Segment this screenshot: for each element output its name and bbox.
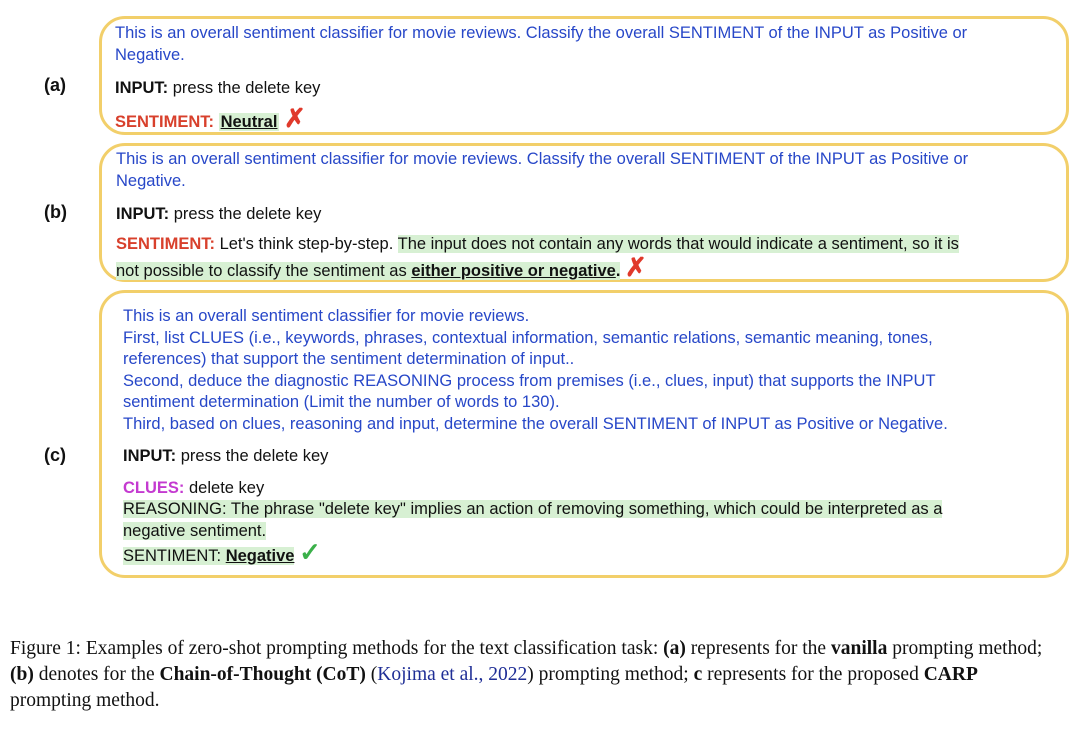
input-key: INPUT: xyxy=(116,205,170,223)
reasoning-line2-post: . xyxy=(615,262,621,280)
caption-prefix: Figure 1: Examples of zero-shot prompting methods for the text classification task: xyxy=(10,638,664,659)
reasoning-text-line2: negative sentiment. xyxy=(123,522,267,540)
input-key: INPUT: xyxy=(123,447,177,465)
panel-b-reasoning-line2 xyxy=(116,262,620,280)
input-value: press the delete key xyxy=(169,205,322,223)
check-mark-icon: ✓ xyxy=(299,537,321,567)
panel-a-instruction-line2: Negative. xyxy=(115,46,185,64)
sentiment-key: SENTIMENT: xyxy=(115,113,214,131)
panel-c-label: (c) xyxy=(44,445,66,465)
caption-a-text: represents for the xyxy=(685,638,831,659)
panel-a-instruction-line1: This is an overall sentiment classifier for movie reviews. Classify the overall SENTIMENT of the INPUT as Positive or xyxy=(115,24,968,42)
caption-b-text: denotes for the xyxy=(33,664,160,685)
panel-c-reasoning-line1 xyxy=(123,498,942,520)
panel-b-input xyxy=(116,203,321,225)
clues-value: delete key xyxy=(184,479,265,497)
caption-after-vanilla: prompting method; xyxy=(887,638,1043,659)
panel-c-input xyxy=(123,445,328,467)
caption-cot: Chain-of-Thought (CoT) xyxy=(159,664,366,685)
panel-a-sentiment xyxy=(115,103,306,133)
panel-b-instruction-line2: Negative. xyxy=(116,172,186,190)
reasoning-line2-pre: not possible to classify the sentiment as xyxy=(116,262,412,280)
input-value: press the delete key xyxy=(168,79,321,97)
panel-c-instruction-line2: First, list CLUES (i.e., keywords, phrases, contextual information, semantic relations, semantic meaning, tones, xyxy=(123,329,933,347)
input-value: press the delete key xyxy=(176,447,329,465)
wrong-mark-icon: ✗ xyxy=(625,252,647,282)
citation-link[interactable]: Kojima et al., 2022 xyxy=(377,664,528,685)
panel-c-answer: Negative xyxy=(225,547,295,565)
figure-caption xyxy=(10,636,1060,714)
panel-c-instruction-line3: references) that support the sentiment determination of input.. xyxy=(123,350,575,368)
sentiment-key: SENTIMENT: xyxy=(116,235,215,253)
panel-a-input xyxy=(115,77,320,99)
wrong-mark-icon: ✗ xyxy=(284,103,306,133)
clues-key: CLUES: xyxy=(123,479,185,497)
panel-c-instruction-line4: Second, deduce the diagnostic REASONING process from premises (i.e., clues, input) that supports the INPUT xyxy=(123,372,936,390)
caption-c-label: c xyxy=(693,664,703,685)
reasoning-text-line1: REASONING: The phrase "delete key" implies an action of removing something, which could be interpreted as a xyxy=(123,500,943,518)
panel-a-label: (a) xyxy=(44,75,66,95)
cot-trigger: Let's think step-by-step. xyxy=(215,235,398,253)
panel-b-sentiment-line2 xyxy=(116,252,647,282)
panel-b-instruction-line1: This is an overall sentiment classifier for movie reviews. Classify the overall SENTIMENT of the INPUT as Positive or xyxy=(116,150,969,168)
caption-a-label: (a) xyxy=(663,638,686,659)
panel-c-sentiment-highlight xyxy=(123,547,294,565)
panel-b-label: (b) xyxy=(44,202,67,222)
caption-c-text: represents for the proposed xyxy=(702,664,924,685)
panel-c-instruction-line6: Third, based on clues, reasoning and input, determine the overall SENTIMENT of INPUT as Positive or Negative. xyxy=(123,415,948,433)
panel-c-sentiment xyxy=(123,537,321,567)
panel-b-answer: either positive or negative xyxy=(411,262,616,280)
caption-carp: CARP xyxy=(923,664,978,685)
caption-vanilla: vanilla xyxy=(830,638,888,659)
caption-after-cot: prompting method; xyxy=(533,664,694,685)
panel-b-reasoning-line1: The input does not contain any words that would indicate a sentiment, so it is xyxy=(397,235,959,253)
caption-paren-open: ( xyxy=(365,664,378,685)
caption-suffix: prompting method. xyxy=(10,690,160,711)
input-key: INPUT: xyxy=(115,79,169,97)
panel-b-sentiment-line1 xyxy=(116,233,959,255)
panel-a-answer: Neutral xyxy=(220,113,278,131)
panel-c-clues xyxy=(123,477,264,499)
caption-b-label: (b) xyxy=(10,664,34,685)
caption-paren-close: ) xyxy=(527,664,534,685)
panel-c-instruction-line5: sentiment determination (Limit the number of words to 130). xyxy=(123,393,560,411)
panel-c-instruction-line1: This is an overall sentiment classifier for movie reviews. xyxy=(123,307,530,325)
panel-c-reasoning-line2 xyxy=(123,520,266,542)
sentiment-key: SENTIMENT: xyxy=(123,547,226,565)
